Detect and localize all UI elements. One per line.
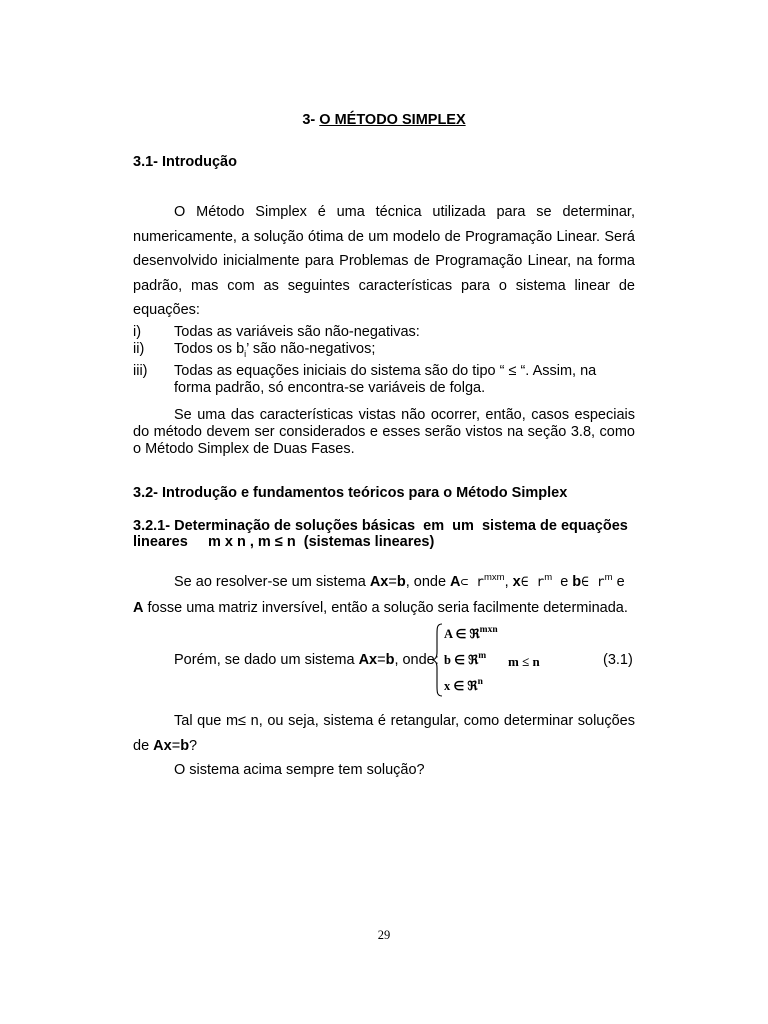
special-cases-text: Se uma das características vistas não ocorrer, então, casos especiais do método devem ser considerados e esses serão vistos na seção 3.8, como o Método Simplex de Duas Fases. — [133, 407, 635, 457]
ax-b-line-2: A fosse uma matriz inversível, então a solução seria facilmente determinada. — [133, 599, 628, 616]
list-item-number: i) — [133, 324, 142, 340]
list-item — [133, 363, 635, 397]
condition-a: A ∈ ℜ$^{mxn}$ — [444, 625, 498, 641]
ax-b-paragraph — [133, 566, 635, 620]
heading-line-1: 3.2.1- Determinação de soluções básicas em um sistema de equações — [133, 518, 628, 534]
title-main: O MÉTODO SIMPLEX — [319, 112, 466, 128]
condition-m-le-n: m ≤ n — [508, 654, 540, 669]
list-item-text: Todos os $b_i$’ são não-negativos; — [174, 341, 376, 359]
conditions-list — [133, 324, 635, 397]
page-title — [0, 112, 768, 128]
heading-line-2: lineares m x n , m ≤ n (sistemas lineares) — [133, 534, 435, 550]
section-heading-3-2-1 — [133, 518, 635, 550]
intro-text: O Método Simplex é uma técnica utilizada para se determinar, numericamente, a solução ótima de um modelo de Programação Linear. Será desenvolvido inicialmente para Problemas de Programação Linear, na forma padrão, mas com as seguintes características para o sistema linear de equações: — [133, 204, 635, 318]
list-item — [133, 341, 635, 363]
intro-paragraph — [133, 200, 635, 323]
list-item-number: iii) — [133, 362, 148, 379]
title-prefix: 3- — [302, 112, 320, 128]
section-heading-3-2: 3.2- Introdução e fundamentos teóricos para o Método Simplex — [133, 485, 568, 501]
equation-number: (3.1) — [603, 652, 633, 668]
porem-line: Porém, se dado um sistema Ax=b, onde: — [174, 652, 439, 668]
ax-b-line-1: Se ao resolver-se um sistema Ax=b, onde A⊂ $r^{mxm}$, x∈ $r^m$ e b∈ $r^m$ e — [174, 572, 625, 590]
question-line: O sistema acima sempre tem solução? — [174, 762, 425, 778]
left-brace-icon — [432, 622, 444, 698]
section-heading-3-1: 3.1- Introdução — [133, 154, 237, 170]
tal-que-paragraph: Tal que m≤ n, ou seja, sistema é retangular, como determinar soluções de Ax=b? — [133, 713, 635, 754]
list-item-text: Todas as equações iniciais do sistema são do tipo “ ≤ “. Assim, na forma padrão, só encontra-se variáveis de folga. — [174, 362, 597, 396]
list-item-number: ii) — [133, 341, 145, 357]
condition-b: b ∈ ℜ$^m$ — [444, 651, 487, 667]
special-cases-paragraph — [133, 407, 635, 458]
list-item — [133, 324, 635, 341]
condition-x: x ∈ ℜ$^n$ — [444, 677, 483, 693]
list-item-text: Todas as variáveis são não-negativas: — [174, 324, 420, 340]
page-number: 29 — [377, 928, 391, 942]
